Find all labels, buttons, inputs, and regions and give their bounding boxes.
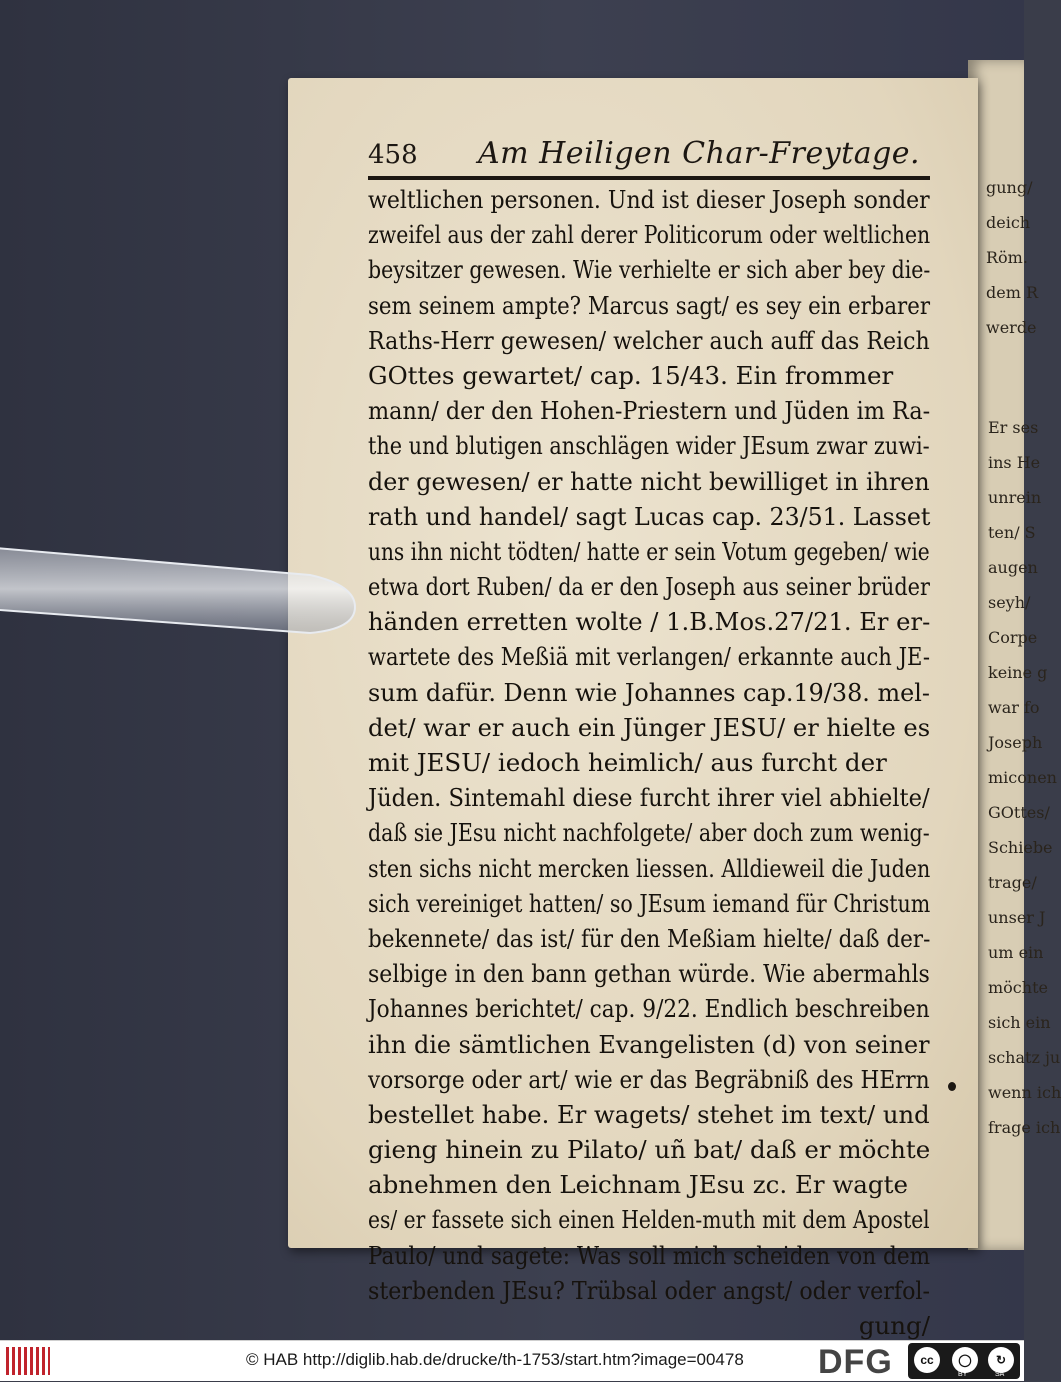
text-line: zweifel aus der zahl derer Politicorum oder weltlichen xyxy=(368,220,931,250)
facing-page-fragment: dem R xyxy=(986,283,1039,302)
facing-page-fragment: sich ein xyxy=(988,1013,1051,1032)
text-line: mann/ der den Hohen-Priestern und Jüden im Ra- xyxy=(368,396,931,426)
facing-page-fragment: miconen xyxy=(988,768,1057,787)
sa-share-alike-icon: ↻ xyxy=(988,1347,1014,1373)
cc-icon: cc xyxy=(914,1347,940,1373)
copyright-credit[interactable]: © HAB http://diglib.hab.de/drucke/th-1753/start.htm?image=00478 xyxy=(246,1350,744,1369)
text-line: ihn die sämtlichen Evangelisten (d) von seiner xyxy=(368,1029,930,1059)
text-line: daß sie JEsu nicht nachfolgete/ aber doch zum wenig- xyxy=(368,818,930,848)
page-mark xyxy=(948,1082,956,1091)
running-head xyxy=(368,136,928,176)
facing-page-fragment: Joseph xyxy=(988,733,1043,752)
text-line: beysitzer gewesen. Wie verhielte er sich aber bey die- xyxy=(368,255,931,285)
facing-page-fragment: schatz ju xyxy=(988,1048,1061,1067)
text-line: sem seinem ampte? Marcus sagt/ es sey ein erbarer xyxy=(368,290,930,320)
text-line: vorsorge oder art/ wie er das Begräbniß des HErrn xyxy=(368,1064,930,1094)
facing-page-fragment: unser J xyxy=(988,908,1046,927)
facing-page-fragment: augen xyxy=(988,558,1038,577)
facing-page-fragment: frage ich xyxy=(988,1118,1061,1137)
dfg-logo: DFG xyxy=(818,1343,893,1381)
facing-page-fragment: GOttes/ xyxy=(988,803,1050,822)
book-page xyxy=(288,78,978,1340)
facing-page-fragment: um ein xyxy=(988,943,1044,962)
catchword: gung/ xyxy=(858,1311,930,1340)
body-text xyxy=(368,182,930,1343)
facing-page-fragment: deich xyxy=(986,213,1031,232)
head-rule xyxy=(368,176,930,180)
text-line: GOttes gewartet/ cap. 15/43. Ein frommer xyxy=(368,360,894,390)
text-line: Johannes berichtet/ cap. 9/22. Endlich beschreiben xyxy=(368,994,930,1024)
facing-page-fragment: keine g xyxy=(988,663,1048,682)
facing-page-fragment: werde xyxy=(986,318,1037,337)
facing-page-fragment: Corpe xyxy=(988,628,1038,647)
text-line: selbige in den bann gethan würde. Wie abermahls xyxy=(368,959,930,989)
hab-logo-icon xyxy=(6,1347,50,1375)
by-attribution-icon: ◯ xyxy=(952,1347,978,1373)
by-label: BY xyxy=(958,1371,968,1378)
facing-page-fragment: ten/ S xyxy=(988,523,1036,542)
facing-page-fragment: war fo xyxy=(988,698,1040,717)
facing-page-fragment: seyh/ xyxy=(988,593,1031,612)
text-line: bestellet habe. Er wagets/ stehet im text/ und xyxy=(368,1099,930,1129)
text-line: sich vereiniget hatten/ so JEsum iemand für Christum xyxy=(368,888,931,918)
footer-bar xyxy=(0,1340,1024,1381)
text-line: der gewesen/ er hatte nicht bewilliget in ihren xyxy=(368,466,930,496)
text-line: rath und handel/ sagt Lucas cap. 23/51. Lasset xyxy=(368,501,931,531)
running-head-title: Am Heiligen Char-Freytage. xyxy=(478,136,921,171)
text-line: gieng hinein zu Pilato/ uñ bat/ daß er möchte xyxy=(368,1135,931,1165)
text-line: Jüden. Sintemahl diese furcht ihrer viel abhielte/ xyxy=(368,783,930,813)
text-line: bekennete/ das ist/ für den Meßiam hielte/ daß der- xyxy=(368,923,931,953)
page-number: 458 xyxy=(368,140,418,170)
facing-page-fragment: trage/ xyxy=(988,873,1037,892)
text-line: uns ihn nicht tödten/ hatte er sein Votum gegeben/ wie xyxy=(368,536,930,566)
text-line: wartete des Meßiä mit verlangen/ erkannte auch JE- xyxy=(368,642,930,672)
text-line: händen erretten wolte / 1.B.Mos.27/21. Er er- xyxy=(368,607,931,637)
text-line: weltlichen personen. Und ist dieser Joseph sonder xyxy=(368,185,930,214)
text-line: the und blutigen anschlägen wider JEsum zwar zuwi- xyxy=(368,431,930,461)
text-line: Paulo/ und sagete: Was soll mich scheiden von dem xyxy=(368,1240,931,1270)
text-line: es/ er fassete sich einen Helden-muth mit dem Apostel xyxy=(368,1205,930,1235)
text-line: etwa dort Ruben/ da er den Joseph aus seiner brüder xyxy=(368,572,930,602)
facing-page-fragment: ins He xyxy=(988,453,1041,472)
facing-page-fragment: gung/ xyxy=(986,178,1033,197)
text-line: Raths-Herr gewesen/ welcher auch auff das Reich xyxy=(368,325,930,355)
facing-page-fragment: Schiebe xyxy=(988,838,1053,857)
text-line: sterbenden JEsu? Trübsal oder angst/ oder verfol- xyxy=(368,1275,931,1305)
text-line: det/ war er auch ein Jünger JESU/ er hielte es xyxy=(368,712,931,742)
text-line: abnehmen den Leichnam JEsu zc. Er wagte xyxy=(368,1170,908,1200)
facing-page-fragment: möchte xyxy=(988,978,1048,997)
cc-license-badge[interactable] xyxy=(908,1343,1020,1379)
text-line: mit JESU/ iedoch heimlich/ aus furcht der xyxy=(368,748,887,777)
facing-page-fragment: Er ses xyxy=(988,418,1039,437)
facing-page-fragment: Röm. xyxy=(986,248,1028,267)
sa-label: SA xyxy=(995,1371,1005,1378)
text-line: sten sichs nicht mercken liessen. Alldieweil die Juden xyxy=(368,853,931,883)
facing-page-fragment: unrein xyxy=(988,488,1042,507)
facing-page-fragment: wenn ich xyxy=(988,1083,1061,1102)
text-line: sum dafür. Denn wie Johannes cap.19/38. mel- xyxy=(368,677,930,707)
